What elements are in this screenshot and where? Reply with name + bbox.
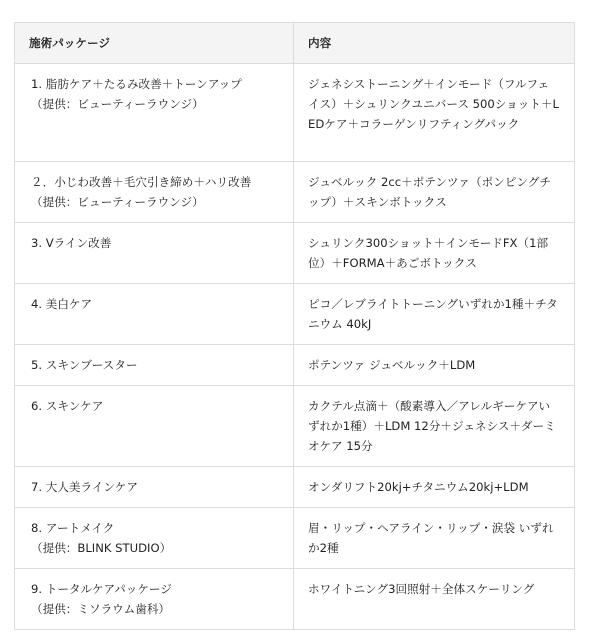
table-row bbox=[15, 569, 575, 630]
package-cell bbox=[15, 284, 294, 345]
package-cell bbox=[15, 162, 294, 223]
package-cell bbox=[15, 467, 294, 508]
table-row bbox=[15, 467, 575, 508]
header-package: 施術パッケージ bbox=[15, 23, 294, 64]
package-cell bbox=[15, 345, 294, 386]
table-row bbox=[15, 162, 575, 223]
package-name: 1. 脂肪ケア＋たるみ改善＋トーンアップ bbox=[31, 77, 242, 91]
content-cell: ポテンツァ ジュベルック＋LDM bbox=[294, 345, 575, 386]
package-name: 8. アートメイク bbox=[31, 521, 115, 535]
content-cell: オンダリフト20kj+チタニウム20kj+LDM bbox=[294, 467, 575, 508]
content-cell: ホワイトニング3回照射＋全体スケーリング bbox=[294, 569, 575, 630]
table-row bbox=[15, 64, 575, 162]
table-row bbox=[15, 284, 575, 345]
package-table-container bbox=[14, 22, 574, 630]
package-cell bbox=[15, 223, 294, 284]
table-row bbox=[15, 223, 575, 284]
package-name: 4. 美白ケア bbox=[31, 297, 93, 311]
content-cell: ジェネシストーニング＋インモード（フルフェイス）＋シュリンクユニバース 500ショット＋LEDケア＋コラーゲンリフティングパック bbox=[294, 64, 575, 162]
content-cell: ピコ／レブライトトーニングいずれか1種＋チタニウム 40kJ bbox=[294, 284, 575, 345]
package-name: 3. Vライン改善 bbox=[31, 236, 112, 250]
package-cell bbox=[15, 386, 294, 467]
content-cell: 眉・リップ・ヘアライン・リップ・涙袋 いずれか2種 bbox=[294, 508, 575, 569]
package-cell bbox=[15, 508, 294, 569]
table-row bbox=[15, 386, 575, 467]
package-name: ２．小じわ改善＋毛穴引き締め＋ハリ改善 bbox=[31, 175, 252, 189]
package-name: 9. トータルケアパッケージ bbox=[31, 582, 172, 596]
content-cell: ジュベルック 2cc＋ポテンツァ（ポンピングチップ）＋スキンボトックス bbox=[294, 162, 575, 223]
package-provider: （提供：ビューティーラウンジ） bbox=[31, 195, 204, 209]
header-content: 内容 bbox=[294, 23, 575, 64]
table-header-row bbox=[15, 23, 575, 64]
package-cell bbox=[15, 64, 294, 162]
content-cell: シュリンク300ショット＋インモードFX（1部位）＋FORMA＋あごボトックス bbox=[294, 223, 575, 284]
content-cell: カクテル点滴＋（酸素導入／アレルギーケアいずれか1種）＋LDM 12分＋ジェネシス＋ダーミオケア 15分 bbox=[294, 386, 575, 467]
package-name: 5. スキンブースター bbox=[31, 358, 138, 372]
table-row bbox=[15, 508, 575, 569]
table-row bbox=[15, 345, 575, 386]
package-name: 7. 大人美ラインケア bbox=[31, 480, 138, 494]
package-name: 6. スキンケア bbox=[31, 399, 104, 413]
package-cell bbox=[15, 569, 294, 630]
package-provider: （提供：ミソラウム歯科） bbox=[31, 602, 171, 616]
package-provider: （提供：ビューティーラウンジ） bbox=[31, 97, 204, 111]
package-table bbox=[14, 22, 575, 630]
package-provider: （提供：BLINK STUDIO） bbox=[31, 541, 172, 555]
